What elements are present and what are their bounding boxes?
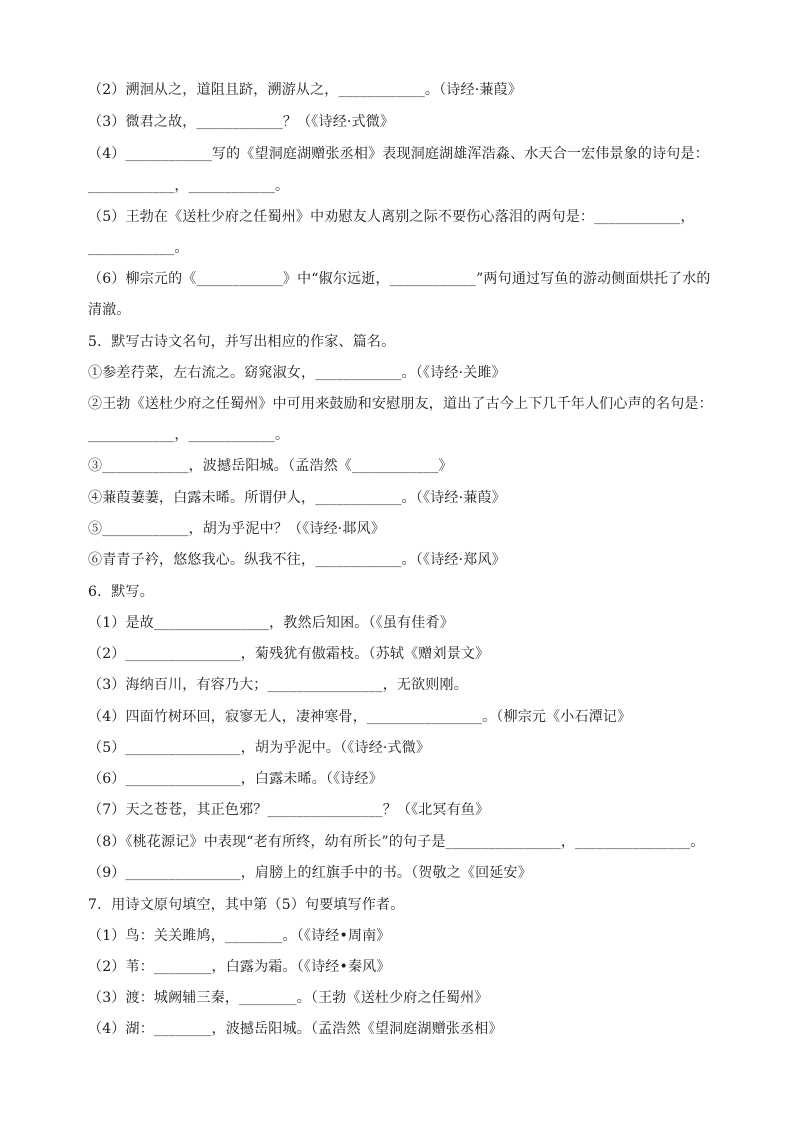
line-text: （4）____________写的《望洞庭湖赠张丞相》表现洞庭湖雄浑浩淼、水天合一宏伟景象的诗句是：: [88, 146, 709, 162]
text-line: [88, 644, 708, 664]
line-text: ①参差荇菜，左右流之。窈窕淑女，____________。（《诗经·关雎》: [88, 365, 506, 381]
line-text: （3）渡：城阙辅三秦，________。（王勃《送杜少府之任蜀州》: [88, 990, 489, 1006]
text-line: [88, 332, 708, 352]
text-line: [88, 80, 708, 100]
text-line: [88, 519, 708, 539]
text-line: [88, 207, 708, 227]
text-line: [88, 957, 708, 977]
text-line: [88, 707, 708, 727]
text-line: [88, 456, 708, 476]
text-line: [88, 863, 708, 883]
line-text: （8）《桃花源记》中表现“老有所终，幼有所长”的句子是________________，________________。: [88, 834, 705, 850]
text-line: [88, 832, 708, 852]
text-line: [88, 112, 708, 132]
line-text: ②王勃《送杜少府之任蜀州》中可用来鼓励和安慰朋友，道出了古今上下几千年人们心声的名句是：: [88, 396, 713, 412]
line-text: （3）微君之故，____________？（《诗经·式微》: [88, 114, 395, 130]
line-text: （2）溯洄从之，道阻且跻，溯游从之，____________。（诗经·蒹葭》: [88, 82, 522, 98]
line-text: ③____________，波撼岳阳城。（孟浩然《____________》: [88, 458, 453, 474]
text-line: [88, 363, 708, 383]
line-text: （7）天之苍苍，其正色邪？________________？（《北冥有鱼》: [88, 802, 490, 818]
text-line: [88, 613, 708, 633]
text-line: [88, 176, 708, 196]
line-text: ④蒹葭萋萋，白露未晞。所谓伊人，____________。（《诗经·蒹葭》: [88, 490, 506, 506]
line-text: （4）湖：________，波撼岳阳城。（孟浩然《望洞庭湖赠张丞相》: [88, 1021, 503, 1037]
line-text: （2）苇：________，白露为霜。（《诗经•秦风》: [88, 959, 391, 975]
text-line: [88, 550, 708, 570]
line-text: ⑤____________，胡为乎泥中？（《诗经·邶风》: [88, 521, 386, 537]
text-line: [88, 988, 708, 1008]
line-text: 5．默写古诗文名句，并写出相应的作家、篇名。: [88, 334, 396, 350]
line-text: （4）四面竹树环回，寂寥无人，凄神寒骨，________________。（柳宗元《小石潭记》: [88, 709, 632, 725]
text-line: [88, 926, 708, 946]
line-text: 清澈。: [88, 302, 131, 318]
line-text: ⑥青青子衿，悠悠我心。纵我不往，____________。（《诗经·郑风》: [88, 552, 506, 568]
text-line: [88, 144, 708, 164]
line-text: （6）________________，白露未晞。（《诗经》: [88, 771, 383, 787]
text-line: [88, 269, 711, 289]
line-text: 7．用诗文原句填空，其中第（5）句要填写作者。: [88, 897, 405, 913]
text-line: [88, 582, 708, 602]
line-text: （5）________________，胡为乎泥中。（《诗经·式微》: [88, 740, 431, 756]
text-line: [88, 300, 708, 320]
text-line: [88, 425, 708, 445]
text-line: [88, 675, 708, 695]
line-text: （9）________________，肩膀上的红旗手中的书。（贺敬之《回延安》: [88, 865, 532, 881]
text-line: [88, 394, 713, 414]
line-text: （3）海纳百川，有容乃大；________________，无欲则刚。: [88, 677, 468, 693]
line-text: （1）鸟：关关雎鸠，________。（《诗经•周南》: [88, 928, 391, 944]
text-line: [88, 488, 708, 508]
text-line: [88, 895, 708, 915]
line-text: ____________。: [88, 240, 189, 256]
text-line: [88, 238, 708, 258]
line-text: （5）王勃在《送杜少府之任蜀州》中劝慰友人离别之际不要伤心落泪的两句是：____________，: [88, 209, 695, 225]
line-text: ____________，____________。: [88, 427, 290, 443]
text-line: [88, 738, 708, 758]
line-text: （2）________________，菊残犹有傲霜枝。（苏轼《赠刘景文》: [88, 646, 490, 662]
line-text: （6）柳宗元的《____________》中“俶尔远逝，____________”两句通过写鱼的游动侧面烘托了水的: [88, 271, 711, 287]
text-line: [88, 800, 708, 820]
text-line: [88, 769, 708, 789]
line-text: ____________，____________。: [88, 178, 290, 194]
line-text: （1）是故________________，教然后知困。（《虽有佳肴》: [88, 615, 454, 631]
line-text: 6．默写。: [88, 584, 154, 600]
text-line: [88, 1019, 708, 1039]
